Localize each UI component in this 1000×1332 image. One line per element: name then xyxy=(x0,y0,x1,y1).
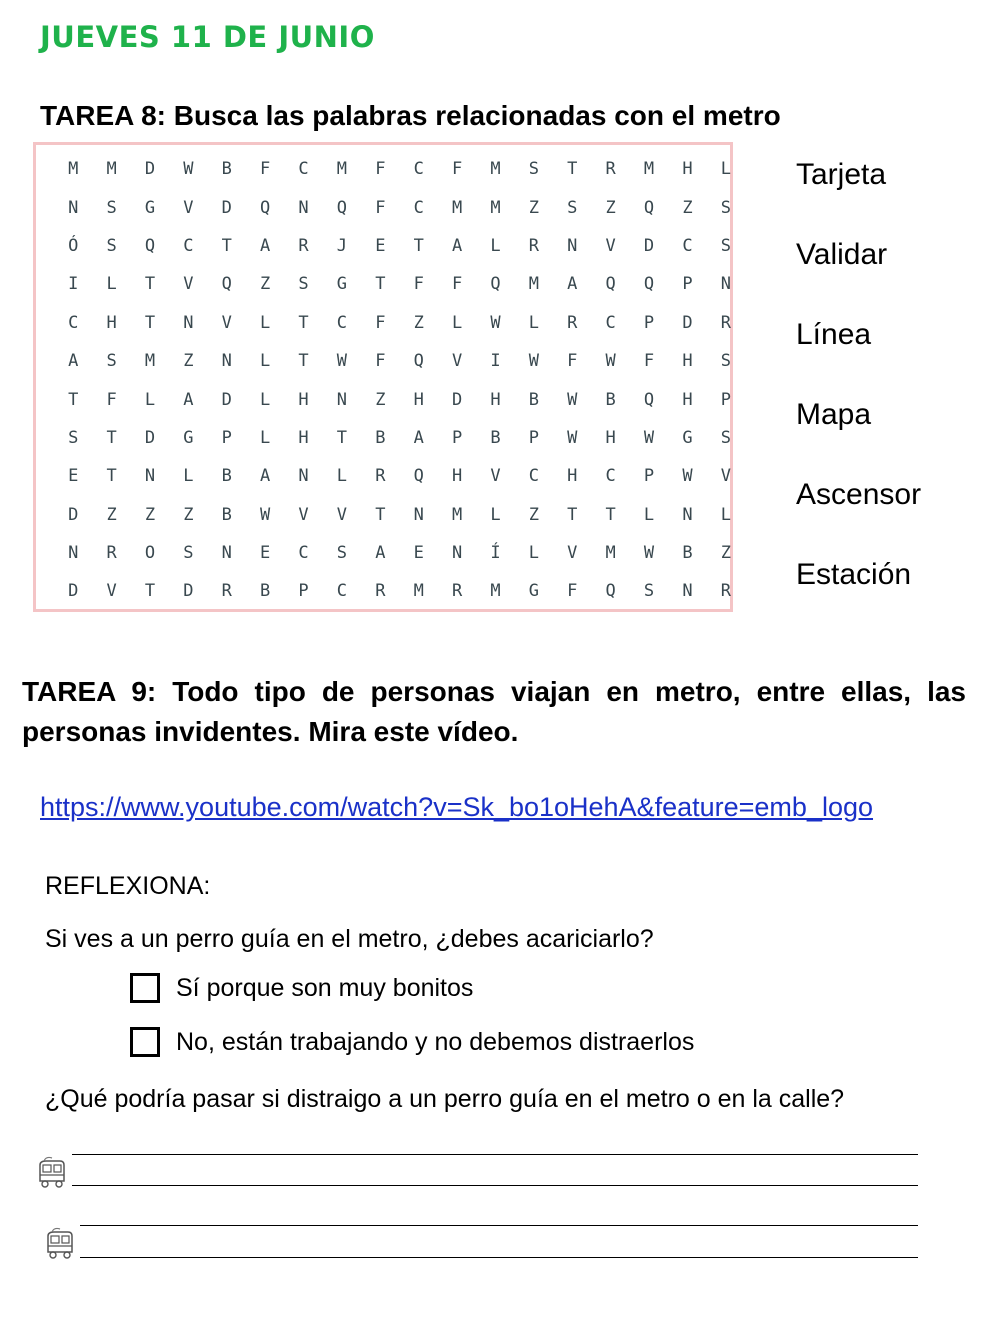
grid-letter[interactable]: L xyxy=(144,389,156,410)
word-search-frame xyxy=(33,142,733,612)
grid-letter[interactable]: P xyxy=(298,581,309,602)
grid-letter[interactable]: V xyxy=(221,312,232,333)
option-yes[interactable] xyxy=(130,973,473,1003)
grid-letter[interactable]: R xyxy=(567,312,578,333)
task9-text: TAREA 9: Todo tipo de personas viajan en metro, entre ellas, las personas invidentes. Mira este vídeo. xyxy=(22,676,966,747)
grid-letter[interactable]: F xyxy=(375,197,386,218)
grid-letter[interactable]: L xyxy=(528,543,539,564)
grid-letter[interactable]: N xyxy=(682,581,693,602)
grid-letter[interactable]: H xyxy=(298,389,309,410)
grid-letter[interactable]: T xyxy=(298,351,309,372)
grid-letter[interactable]: E xyxy=(413,543,424,564)
grid-letter[interactable]: N xyxy=(144,466,156,487)
grid-letter[interactable]: W xyxy=(528,351,539,372)
grid-letter[interactable]: C xyxy=(605,466,616,487)
grid-letter[interactable]: L xyxy=(643,504,655,525)
question-pet-dog: Si ves a un perro guía en el metro, ¿debes acariciarlo? xyxy=(45,925,654,953)
grid-letter[interactable]: W xyxy=(490,312,501,333)
grid-letter[interactable]: A xyxy=(68,351,79,372)
grid-letter[interactable]: V xyxy=(451,351,463,372)
grid-letter[interactable]: W xyxy=(605,351,616,372)
grid-letter[interactable]: R xyxy=(375,581,386,602)
grid-letter[interactable]: P xyxy=(221,427,232,448)
grid-letter[interactable]: S xyxy=(567,197,578,218)
grid-letter[interactable]: L xyxy=(528,312,539,333)
grid-letter[interactable]: R xyxy=(451,581,463,602)
grid-letter[interactable]: M xyxy=(490,581,501,602)
grid-letter[interactable]: H xyxy=(490,389,501,410)
grid-letter[interactable]: S xyxy=(298,274,309,295)
grid-letter[interactable]: W xyxy=(643,427,655,448)
grid-letter[interactable]: L xyxy=(720,159,731,180)
grid-letter[interactable]: S xyxy=(720,197,731,218)
grid-letter[interactable]: S xyxy=(106,235,117,256)
grid-letter[interactable]: F xyxy=(260,159,271,180)
option-yes-label: Sí porque son muy bonitos xyxy=(176,973,474,1002)
grid-letter[interactable]: N xyxy=(336,389,348,410)
grid-letter[interactable]: H xyxy=(413,389,424,410)
grid-letter[interactable]: B xyxy=(528,389,539,410)
grid-letter[interactable]: T xyxy=(221,235,232,256)
grid-letter[interactable]: C xyxy=(682,235,693,256)
grid-letter[interactable]: W xyxy=(260,504,271,525)
grid-letter[interactable]: N xyxy=(221,351,232,372)
grid-letter[interactable]: R xyxy=(298,235,309,256)
grid-letter[interactable]: A xyxy=(451,235,463,256)
option-no-label: No, están trabajando y no debemos distraerlos xyxy=(176,1027,695,1056)
grid-letter[interactable]: M xyxy=(643,159,655,180)
grid-letter[interactable]: V xyxy=(298,504,309,525)
option-no[interactable] xyxy=(130,1027,694,1057)
grid-letter[interactable]: V xyxy=(490,466,501,487)
grid-letter[interactable]: F xyxy=(451,274,463,295)
grid-letter[interactable]: Z xyxy=(413,312,424,333)
grid-letter[interactable]: O xyxy=(144,543,156,564)
grid-letter[interactable]: T xyxy=(144,274,156,295)
grid-letter[interactable]: L xyxy=(106,274,117,295)
grid-letter[interactable]: B xyxy=(682,543,693,564)
grid-letter[interactable]: C xyxy=(605,312,616,333)
grid-letter[interactable]: M xyxy=(528,274,539,295)
grid-letter[interactable]: V xyxy=(183,274,194,295)
grid-letter[interactable]: S xyxy=(106,197,117,218)
checkbox-no[interactable] xyxy=(130,1027,160,1057)
grid-letter[interactable]: D xyxy=(144,427,156,448)
grid-letter[interactable]: H xyxy=(298,427,309,448)
grid-letter[interactable]: T xyxy=(106,427,117,448)
grid-letter[interactable]: T xyxy=(375,274,386,295)
grid-letter[interactable]: Z xyxy=(183,351,194,372)
word-item: Mapa xyxy=(796,398,872,431)
grid-letter[interactable]: D xyxy=(451,389,463,410)
grid-letter[interactable]: S xyxy=(643,581,655,602)
grid-letter[interactable]: R xyxy=(720,312,731,333)
grid-letter[interactable]: N xyxy=(682,504,693,525)
word-list xyxy=(796,155,921,635)
grid-letter[interactable]: S xyxy=(720,427,731,448)
grid-letter[interactable]: T xyxy=(413,235,424,256)
grid-letter[interactable]: M xyxy=(413,581,424,602)
grid-letter[interactable]: F xyxy=(106,389,117,410)
grid-letter[interactable]: N xyxy=(413,504,424,525)
grid-letter[interactable]: F xyxy=(451,159,463,180)
grid-letter[interactable]: P xyxy=(682,274,693,295)
grid-letter[interactable]: Z xyxy=(183,504,194,525)
grid-letter[interactable]: Z xyxy=(106,504,117,525)
grid-letter[interactable]: G xyxy=(336,274,348,295)
grid-letter[interactable]: M xyxy=(336,159,348,180)
grid-letter[interactable]: Z xyxy=(375,389,386,410)
grid-letter[interactable]: N xyxy=(221,543,232,564)
grid-letter[interactable]: N xyxy=(183,312,194,333)
date-heading: JUEVES 11 DE JUNIO xyxy=(40,20,375,54)
grid-letter[interactable]: T xyxy=(567,504,578,525)
answer-line[interactable] xyxy=(72,1185,918,1186)
grid-letter[interactable]: C xyxy=(298,159,309,180)
video-link[interactable]: https://www.youtube.com/watch?v=Sk_bo1oHehA&feature=emb_logo xyxy=(40,792,874,822)
grid-letter[interactable]: Q xyxy=(221,274,232,295)
train-icon xyxy=(42,1226,78,1262)
grid-letter[interactable]: M xyxy=(106,159,117,180)
answer-line[interactable] xyxy=(80,1225,918,1226)
question-distract-dog: ¿Qué podría pasar si distraigo a un perro guía en el metro o en la calle? xyxy=(45,1085,845,1113)
grid-letter[interactable]: D xyxy=(144,159,156,180)
grid-letter[interactable]: A xyxy=(183,389,194,410)
grid-letter[interactable]: N xyxy=(567,235,578,256)
grid-letter[interactable]: R xyxy=(528,235,539,256)
grid-letter[interactable]: L xyxy=(490,504,501,525)
grid-letter[interactable]: Z xyxy=(144,504,156,525)
grid-letter[interactable]: Q xyxy=(260,197,271,218)
grid-letter[interactable]: T xyxy=(298,312,309,333)
grid-letter[interactable]: L xyxy=(336,466,348,487)
grid-letter[interactable]: F xyxy=(375,351,386,372)
grid-letter[interactable]: S xyxy=(336,543,348,564)
grid-letter[interactable]: Q xyxy=(643,274,655,295)
grid-letter[interactable]: C xyxy=(298,543,309,564)
grid-letter[interactable]: A xyxy=(375,543,386,564)
grid-letter[interactable]: P xyxy=(528,427,539,448)
grid-letter[interactable]: T xyxy=(375,504,386,525)
grid-letter[interactable]: D xyxy=(682,312,693,333)
grid-letter[interactable]: T xyxy=(144,581,156,602)
grid-letter[interactable]: N xyxy=(298,466,309,487)
grid-letter[interactable]: N xyxy=(451,543,463,564)
grid-letter[interactable]: L xyxy=(260,312,271,333)
reflect-heading: REFLEXIONA: xyxy=(45,872,211,900)
grid-letter[interactable]: F xyxy=(567,581,578,602)
grid-letter[interactable]: V xyxy=(336,504,348,525)
grid-letter[interactable]: L xyxy=(490,235,501,256)
grid-letter[interactable]: R xyxy=(375,466,386,487)
grid-letter[interactable]: A xyxy=(260,235,271,256)
grid-letter[interactable]: P xyxy=(720,389,731,410)
grid-letter[interactable]: F xyxy=(413,274,424,295)
grid-letter[interactable]: W xyxy=(567,389,578,410)
grid-letter[interactable]: A xyxy=(413,427,424,448)
grid-letter[interactable]: Í xyxy=(490,543,501,564)
grid-letter[interactable]: Z xyxy=(720,543,731,564)
grid-letter[interactable]: C xyxy=(413,197,424,218)
grid-letter[interactable]: M xyxy=(605,543,616,564)
grid-letter[interactable]: D xyxy=(68,504,79,525)
grid-letter[interactable]: B xyxy=(490,427,501,448)
grid-letter[interactable]: B xyxy=(221,466,232,487)
grid-letter[interactable]: H xyxy=(567,466,578,487)
word-item: Tarjeta xyxy=(796,158,887,191)
grid-letter[interactable]: C xyxy=(336,581,348,602)
grid-letter[interactable]: C xyxy=(68,312,79,333)
answer-line[interactable] xyxy=(80,1257,918,1258)
grid-letter[interactable]: S xyxy=(68,427,79,448)
grid-letter[interactable]: W xyxy=(643,543,655,564)
grid-letter[interactable]: S xyxy=(720,235,731,256)
answer-line[interactable] xyxy=(72,1154,918,1155)
grid-letter[interactable]: T xyxy=(68,389,79,410)
grid-letter[interactable]: D xyxy=(183,581,194,602)
grid-letter[interactable]: W xyxy=(567,427,578,448)
grid-letter[interactable]: N xyxy=(68,543,79,564)
grid-letter[interactable]: V xyxy=(605,235,616,256)
grid-letter[interactable]: M xyxy=(490,159,501,180)
grid-letter[interactable]: S xyxy=(106,351,117,372)
grid-letter[interactable]: T xyxy=(106,466,117,487)
grid-letter[interactable]: Q xyxy=(413,466,424,487)
grid-letter[interactable]: Z xyxy=(260,274,271,295)
grid-letter[interactable]: R xyxy=(221,581,232,602)
word-item: Estación xyxy=(796,558,912,591)
grid-letter[interactable]: Q xyxy=(336,197,348,218)
grid-letter[interactable]: L xyxy=(260,351,271,372)
grid-letter[interactable]: C xyxy=(183,235,194,256)
grid-letter[interactable]: V xyxy=(720,466,731,487)
word-item: Ascensor xyxy=(796,478,922,511)
grid-letter[interactable]: Q xyxy=(605,274,616,295)
grid-letter[interactable]: D xyxy=(643,235,655,256)
grid-letter[interactable]: G xyxy=(528,581,539,602)
grid-letter[interactable]: C xyxy=(336,312,348,333)
grid-letter[interactable]: F xyxy=(567,351,578,372)
grid-letter[interactable]: W xyxy=(336,351,348,372)
grid-letter[interactable]: L xyxy=(720,504,731,525)
grid-letter[interactable]: I xyxy=(68,274,79,295)
word-item: Validar xyxy=(796,238,888,271)
grid-letter[interactable]: R xyxy=(720,581,731,602)
grid-letter[interactable]: E xyxy=(68,466,79,487)
grid-letter[interactable]: G xyxy=(144,197,156,218)
grid-letter[interactable]: Z xyxy=(528,197,539,218)
grid-letter[interactable]: D xyxy=(221,197,232,218)
grid-letter[interactable]: Q xyxy=(643,197,655,218)
grid-letter[interactable]: H xyxy=(682,159,693,180)
grid-letter[interactable]: F xyxy=(375,159,386,180)
grid-letter[interactable]: S xyxy=(528,159,539,180)
grid-letter[interactable]: V xyxy=(567,543,578,564)
grid-letter[interactable]: A xyxy=(567,274,578,295)
grid-letter[interactable]: Q xyxy=(144,235,156,256)
grid-letter[interactable]: D xyxy=(68,581,79,602)
grid-letter[interactable]: S xyxy=(720,351,731,372)
grid-letter[interactable]: W xyxy=(183,159,194,180)
grid-letter[interactable]: J xyxy=(336,235,348,256)
checkbox-yes[interactable] xyxy=(130,973,160,1003)
grid-letter[interactable]: H xyxy=(682,389,693,410)
grid-letter[interactable]: H xyxy=(605,427,616,448)
grid-letter[interactable]: G xyxy=(183,427,194,448)
grid-letter[interactable]: E xyxy=(260,543,271,564)
grid-letter[interactable]: P xyxy=(643,312,655,333)
word-item: Línea xyxy=(796,318,872,351)
grid-letter[interactable]: Q xyxy=(605,581,616,602)
grid-letter[interactable]: T xyxy=(567,159,578,180)
grid-letter[interactable]: N xyxy=(720,274,731,295)
task8-title: TAREA 8: Busca las palabras relacionadas con el metro xyxy=(40,100,781,131)
grid-letter[interactable]: G xyxy=(682,427,693,448)
train-icon xyxy=(34,1155,70,1191)
grid-letter[interactable]: Q xyxy=(490,274,501,295)
grid-letter[interactable]: B xyxy=(221,504,232,525)
grid-letter[interactable]: M xyxy=(68,159,79,180)
grid-letter[interactable]: W xyxy=(682,466,693,487)
grid-letter[interactable]: V xyxy=(106,581,117,602)
grid-letter[interactable]: A xyxy=(260,466,271,487)
grid-letter[interactable]: Q xyxy=(643,389,655,410)
grid-letter[interactable]: F xyxy=(375,312,386,333)
grid-letter[interactable]: M xyxy=(490,197,501,218)
grid-letter[interactable]: M xyxy=(451,197,463,218)
grid-letter[interactable]: Ó xyxy=(68,235,79,256)
grid-letter[interactable]: T xyxy=(336,427,348,448)
grid-letter[interactable]: Z xyxy=(682,197,693,218)
grid-letter[interactable]: L xyxy=(260,427,271,448)
grid-letter[interactable]: D xyxy=(221,389,232,410)
grid-letter[interactable]: H xyxy=(682,351,693,372)
grid-letter[interactable]: Q xyxy=(413,351,424,372)
grid-letter[interactable]: B xyxy=(375,427,386,448)
grid-letter[interactable]: L xyxy=(183,466,194,487)
grid-letter[interactable]: T xyxy=(605,504,616,525)
word-search-grid xyxy=(54,150,745,611)
grid-letter[interactable]: F xyxy=(643,351,655,372)
grid-letter[interactable]: H xyxy=(106,312,117,333)
grid-letter[interactable]: B xyxy=(260,581,271,602)
grid-letter[interactable]: T xyxy=(144,312,156,333)
grid-letter[interactable]: P xyxy=(643,466,655,487)
grid-letter[interactable]: P xyxy=(451,427,463,448)
grid-letter[interactable]: C xyxy=(528,466,539,487)
grid-letter[interactable]: I xyxy=(490,351,501,372)
grid-letter[interactable]: C xyxy=(413,159,424,180)
grid-letter[interactable]: Z xyxy=(605,197,616,218)
grid-letter[interactable]: B xyxy=(605,389,616,410)
grid-letter[interactable]: Z xyxy=(528,504,539,525)
grid-letter[interactable]: H xyxy=(451,466,463,487)
grid-letter[interactable]: R xyxy=(605,159,616,180)
grid-letter[interactable]: N xyxy=(298,197,309,218)
grid-letter[interactable]: S xyxy=(183,543,194,564)
grid-letter[interactable]: M xyxy=(144,351,156,372)
grid-letter[interactable]: L xyxy=(260,389,271,410)
grid-letter[interactable]: B xyxy=(221,159,232,180)
grid-letter[interactable]: L xyxy=(451,312,463,333)
grid-letter[interactable]: E xyxy=(375,235,386,256)
grid-letter[interactable]: M xyxy=(451,504,463,525)
grid-letter[interactable]: R xyxy=(106,543,117,564)
grid-letter[interactable]: V xyxy=(183,197,194,218)
grid-letter[interactable]: N xyxy=(68,197,79,218)
